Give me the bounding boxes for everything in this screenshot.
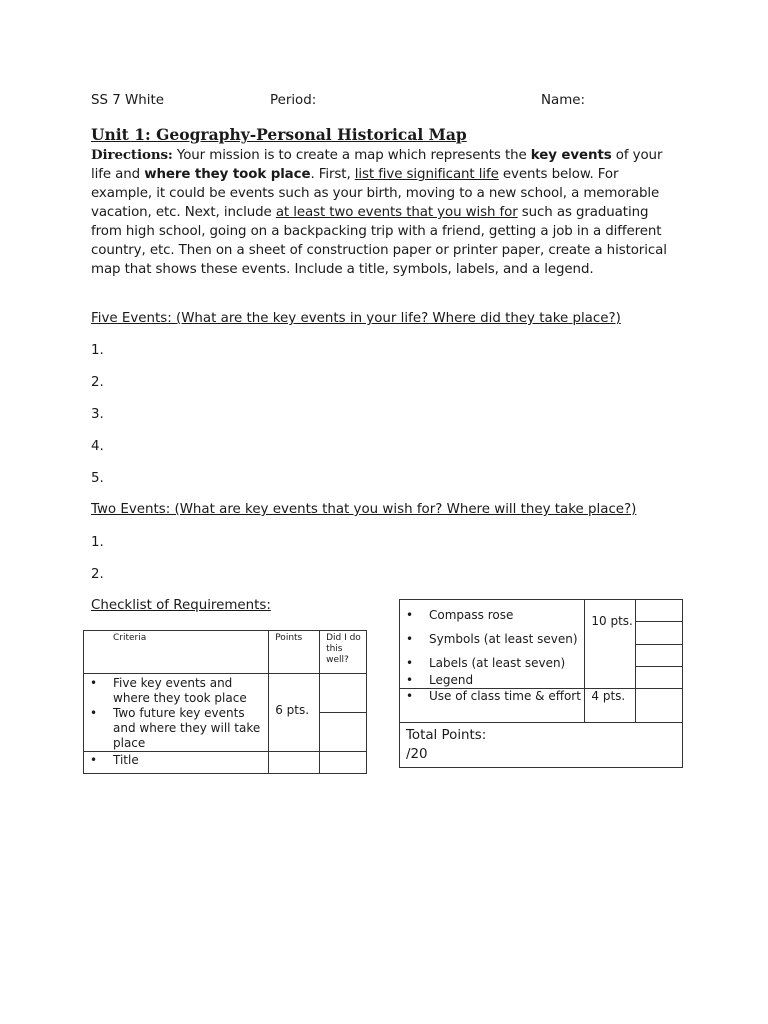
map-elements-cell — [400, 600, 585, 689]
directions-bold-key-events: key events — [530, 148, 612, 163]
criteria-item: • Legend — [400, 673, 584, 688]
criteria-item: • Title — [84, 753, 268, 768]
five-event-line-2: 2. — [91, 375, 104, 390]
two-event-line-2: 2. — [91, 567, 104, 582]
criteria-events-cell — [84, 674, 269, 752]
total-points-cell — [400, 723, 683, 768]
five-event-line-5: 5. — [91, 471, 104, 486]
points-header: Points — [269, 631, 320, 674]
criteria-item: • Symbols (at least seven) — [400, 632, 584, 647]
checklist-table-2 — [399, 599, 683, 768]
page-title: Unit 1: Geography-Personal Historical Map — [91, 125, 467, 144]
did-well-header: Did I do this well? — [320, 631, 367, 674]
five-event-line-4: 4. — [91, 439, 104, 454]
directions-text-4: events below. For example, it could be events such as your birth, moving to a new school, a memorable vacation, etc. Next, include — [91, 167, 660, 220]
criteria-header: Criteria — [84, 631, 269, 674]
five-event-line-1: 1. — [91, 343, 104, 358]
criteria-title-cell — [84, 752, 269, 774]
five-events-heading: Five Events: (What are the key events in your life? Where did they take place?) — [91, 311, 621, 326]
check-box-cell[interactable] — [320, 713, 367, 752]
criteria-item: • Two future key events and where they will take place — [84, 706, 268, 751]
check-box-cell[interactable] — [320, 674, 367, 713]
directions-text-1: Your mission is to create a map which represents the — [172, 148, 531, 163]
directions-bold-where: where they took place — [144, 167, 311, 182]
period-field: Period: — [270, 93, 317, 108]
directions-text-3: . First, — [310, 167, 355, 182]
directions-underline-five: list five significant life — [354, 167, 499, 182]
points-cell — [269, 752, 320, 774]
total-points-value: /20 — [406, 747, 428, 762]
directions-text-5: such as graduating from high school, going on a backpacking trip with a friend, getting a job in a different country, etc. Then on a sheet of construction paper or printer paper, create a historical map that shows these events. Include a title, symbols, labels, and a legend. — [91, 205, 667, 277]
points-cell: 10 pts. — [585, 600, 636, 689]
five-event-line-3: 3. — [91, 407, 104, 422]
check-box-cell[interactable] — [636, 689, 683, 723]
check-box-cell[interactable] — [636, 600, 683, 622]
class-label: SS 7 White — [91, 93, 164, 108]
check-box-cell[interactable] — [636, 667, 683, 689]
points-cell: 4 pts. — [585, 689, 636, 723]
directions-paragraph — [91, 146, 681, 279]
effort-cell — [400, 689, 585, 723]
two-events-heading: Two Events: (What are key events that you wish for? Where will they take place?) — [91, 502, 637, 517]
total-points-label: Total Points: — [406, 728, 487, 743]
name-field: Name: — [541, 93, 586, 108]
two-event-line-1: 1. — [91, 535, 104, 550]
checklist-heading: Checklist of Requirements: — [91, 598, 271, 613]
check-box-cell[interactable] — [636, 645, 683, 667]
check-box-cell[interactable] — [320, 752, 367, 774]
criteria-item: • Five key events and where they took place — [84, 676, 268, 706]
directions-text-2: of your life and — [91, 148, 663, 182]
points-cell: 6 pts. — [269, 674, 320, 752]
criteria-item: • Use of class time & effort — [400, 689, 584, 704]
directions-label: Directions: — [91, 147, 173, 163]
check-box-cell[interactable] — [636, 622, 683, 645]
checklist-table-1 — [83, 630, 367, 774]
directions-underline-wish: at least two events that you wish for — [275, 205, 518, 220]
criteria-item: • Compass rose — [400, 608, 584, 623]
criteria-item: • Labels (at least seven) — [400, 656, 584, 671]
